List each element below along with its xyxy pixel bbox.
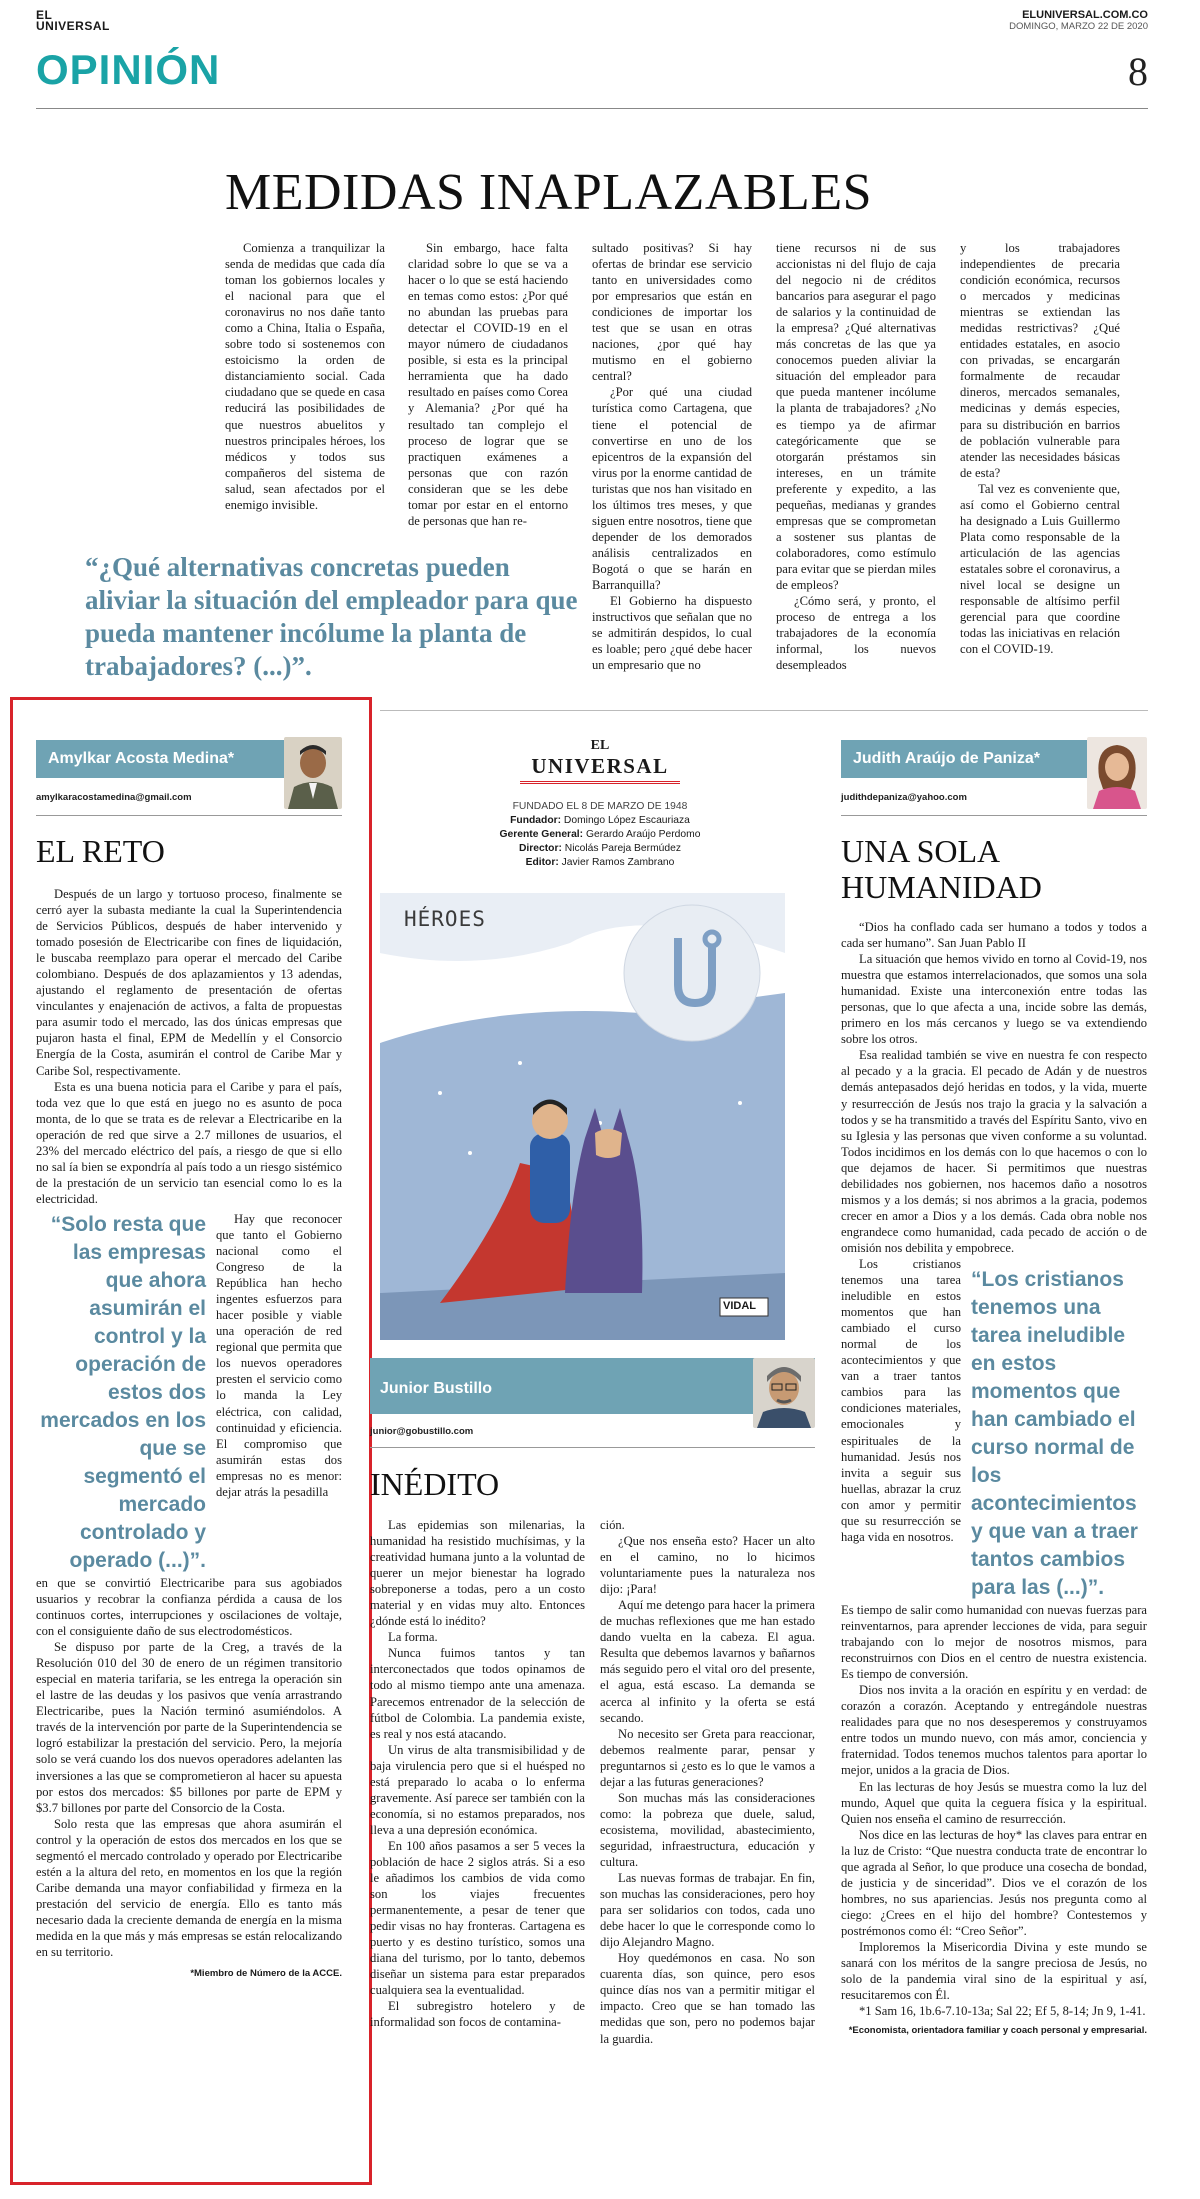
- paragraph: Comienza a tranquilizar la senda de medidas que cada día toman los gobiernos locales y el nacional para que el coronavirus no nos dañe tanto como a China, Italia o España, sobre todo si sostenemos con estoicismo la orden de distanciamiento social. Cada ciudadano que se quede en casa reducirá las posibilidades de que nuestros abuelitos y nuestros principales héroes, los médicos y todos sus compañeros del sistema de salud, sean afectados por el enemigo invisible.: [225, 241, 385, 512]
- column-title-line: HUMANIDAD: [841, 869, 1042, 905]
- paragraph: Esta es una buena noticia para el Caribe y para el país, toda vez que lo que está en juego no es asunto de poca monta, de lo que se trata es de relevar a Electricaribe en la operación de red que sirve a 2.7 millones de usuarios, el 23% del mercado eléctrico del país, a riesgo de que si ello no sal ía bien se expondría al país todo a un riesgo sistémico de la prestación de un servicio tan esencial como lo es la electricidad.: [36, 1079, 342, 1206]
- logo-text-bottom: UNIVERSAL: [520, 754, 680, 784]
- column-body-bottom: [841, 1602, 1147, 2003]
- paragraph: No necesito ser Greta para reaccionar, debemos realmente parar, pensar y preguntarnos si ¿esto es lo que le vamos a dejar a las futuras generaciones?: [600, 1726, 815, 1789]
- column-body-side: [216, 1211, 342, 1575]
- paragraph: ción.: [600, 1518, 625, 1532]
- editorial-column: [960, 240, 1120, 657]
- paragraph: Después de un largo y tortuoso proceso, finalmente se cerró ayer la subasta mediante la cual la Superintendencia de Servicios Públicos, después de haber intervenido y tomado posesión de Electricaribe con fines de liquidación, le buscaba reemplazo para operar el mercado del Caribe colombiano. Después de dos aplazamientos y 13 adendas, ajustando el reglamento de presentación de ofertas vinculantes y enajenación de activos, a falta de propuestas para asumir todo el mercado, las dos únicas empresas que pujaron hasta el final, EPM de Medellín y el Consorcio Energía de la Costa, asumirán el control de Caribe Mar y Caribe Sol, respectivamente.: [36, 887, 342, 1078]
- author-email[interactable]: amylkaracostamedina@gmail.com: [36, 792, 192, 803]
- newspaper-logo: [520, 738, 680, 784]
- editorial-column: [776, 240, 936, 673]
- paragraph: “Dios ha conflado cada ser humano a todos y todos a cada ser humano”. San Juan Pablo II: [841, 920, 1147, 951]
- paragraph: en que se convirtió Electricaribe para sus agobiados usuarios y recobrar la confianza pérdida a causa de los continuos cortes, interrupciones y oscilaciones de voltaje, con el consiguiente daño de sus electrodomésticos.: [36, 1575, 342, 1639]
- masthead-name: Nicolás Pareja Bermúdez: [564, 843, 681, 854]
- author-photo: [284, 737, 342, 809]
- page-number: 8: [1128, 49, 1148, 94]
- editorial-column: [592, 240, 752, 673]
- site-url[interactable]: ELUNIVERSAL.COM.CO: [1022, 9, 1148, 21]
- paragraph: En 100 años pasamos a ser 5 veces la población de hace 2 siglos atrás. Si a eso le añadimos los cambios de vida como son los viajes frecuentes permanentemente, a pesar de tener que pedir visas no hay fronteras. Cartagena es puerto y es destino turístico, somos una diana del turismo, por lo tanto, debemos diseñar un sistema para estar preparados cualquiera sea la eventualidad.: [370, 1838, 585, 1998]
- masthead-line: [460, 856, 740, 870]
- paragraph: Aquí me detengo para hacer la primera de muchas reflexiones que me han estado dando vuelta en la cabeza. El agua. Resulta que debemos lavarnos y bañarnos más seguido pero el vital oro del presente, el agua, está escaso. La demanda se acerca al infinito y la oferta se está secando.: [600, 1598, 815, 1725]
- paragraph: Sin embargo, hace falta claridad sobre lo que se va a hacer o lo que se está haciendo en temas como estos: ¿Por qué no abundan las pruebas para detectar el COVID-19 en el mayor número de ciudadanos posible, si esta es la principal herramienta que ha dado resultado en países como Corea y Alemania? ¿Por qué ha resultado tan complejo el proceso de lograr que se practiquen exámenes a personas que con razón consideran que se les debe tomar por estar en el entorno de personas que han re-: [408, 241, 568, 528]
- masthead-line: [460, 814, 740, 828]
- author-photo: [753, 1358, 815, 1428]
- editorial-pull-quote: “¿Qué alternativas concretas pueden aliviar la situación del empleador para que pueda mantener incólume la planta de trabajadores? (...)”.: [85, 552, 578, 681]
- column-pull-quote: “Solo resta que las empresas que ahora asumirán el control y la operación de estos dos mercados en los que se segmentó el mercado controlado y operado (...)”.: [40, 1212, 206, 1572]
- paragraph: ¿Cómo será, y pronto, el proceso de entrega a los trabajadores de la economía informal, los nuevos desempleados: [776, 594, 936, 673]
- column-body-1: [370, 1517, 585, 2047]
- column-body: [841, 919, 1147, 1256]
- masthead-role: Editor:: [525, 857, 559, 868]
- logo-text-top: EL: [590, 738, 610, 753]
- paragraph: Solo resta que las empresas que ahora asumirán el control y la operación de estos dos mercados en los que se segmentó el mercado controlado y operado por Electricaribe estén a la altura del reto, en momentos en los que la región Caribe demanda una mayor confiabilidad y firmeza en la prestación del servicio de energía. Ello es tanto más necesario dada la creciente demanda de energía en la misma medida en la que más y más empresas se están relocalizando en su territorio.: [36, 1816, 342, 1960]
- paragraph: Nunca fuimos tantos y tan interconectados que todos opinamos de todo al mismo tiempo ante una amenaza. Parecemos entrenador de la selección de fútbol de Colombia. La pandemia existe, es real y nos está atacando.: [370, 1646, 585, 1741]
- section-title: OPINIÓN: [36, 46, 221, 93]
- column-title: EL RETO: [36, 833, 165, 869]
- paragraph: Hoy quedémonos en casa. No son cuarenta días, son quince, pero esos quince días nos van a permitir mitigar el impacto. Creo que se han tomado las medidas que son, pero no podemos bajar la guardia.: [600, 1951, 815, 2046]
- paragraph: Es tiempo de salir como humanidad con nuevas fuerzas para reinventarnos, para aprender lecciones de vida, para seguir trabajando con lo mejor de nosotros mismos, para reconstruirnos con Dios en el centro de nuestra existencia. Es tiempo de conversión.: [841, 1602, 1147, 1682]
- column-title: INÉDITO: [370, 1466, 500, 1502]
- rule: [36, 815, 342, 816]
- masthead-line: [460, 828, 740, 842]
- column-footnote: *Economista, orientadora familiar y coach personal y empresarial.: [848, 2025, 1147, 2037]
- byline-bar: [370, 1358, 815, 1414]
- founded-line: FUNDADO EL 8 DE MARZO DE 1948: [512, 801, 688, 812]
- rule: [370, 1447, 815, 1448]
- rule: [841, 815, 1147, 816]
- column-title-line: UNA SOLA: [841, 833, 1001, 869]
- paragraph: tiene recursos ni de sus accionistas ni del flujo de caja del negocio ni de créditos bancarios para asegurar el pago de salarios y la continuidad de la empresa? ¿Qué alternativas más concretas de las que ya conocemos pueden aliviar la situación del empleador para que pueda mantener incólume la planta de trabajadores? ¿No es tiempo ya de afirmar categóricamente que se otorgarán préstamos sin intereses, en un trámite preferente y expedito, a las pequeñas, medianas y grandes empresas que se comprometan a sostener sus plantas de colaboradores, como estímulo para evitar que se pierdan miles de empleos?: [776, 241, 936, 592]
- column-body: [36, 886, 342, 1207]
- paragraph: Hay que reconocer que tanto el Gobierno nacional como el Congreso de la República han hecho ingentes esfuerzos para hacer posible y viable una operación de red regional que permita que los nuevos operadores presten el servicio como lo manda la Ley eléctrica, con calidad, continuidad y eficiencia. El compromiso que asumirán estas dos empresas no es menor: dejar atrás la pesadilla: [216, 1211, 342, 1499]
- paragraph: sultado positivas? Si hay ofertas de brindar ese servicio tanto en universidades como por empresarios que están en condiciones de importar los test que se usan en otras naciones, ¿por qué hay mutismo en el gobierno central?: [592, 241, 752, 384]
- paragraph: Esa realidad también se vive en nuestra fe con respecto al pecado y a la gracia. El pecado de Adán y de nuestros demás antepasados dejó heridas en todos, y la vida, muerte y resurrección de Jesús nos trajo la gracia y la salvación a todos y se ha transmitido a través del Espíritu Santo, vivo en su Iglesia y las personas que viven conforme a su voluntad. Todos incidimos en los demás con lo que hacemos o con lo que dejamos de hacer. Si permitimos que nuestras debilidades nos gobiernen, nos hacemos daño a nosotros mismos y a los demás; si nos abrimos a la gracia, podemos crecer en amor a Dios y a los demás. Cada obra noble nos engrandece como humanidad, cada pecado de acción o de omisión nos debilita y empobrece.: [841, 1048, 1147, 1255]
- column-pull-quote: “Los cristianos tenemos una tarea ineludible en estos momentos que han cambiado el curso normal de los acontecimientos y que van a traer tantos cambios para las (...)”.: [971, 1267, 1138, 1599]
- column-footnote: *Miembro de Número de la ACCE.: [190, 1968, 342, 1980]
- paragraph: ¿Por qué una ciudad turística como Cartagena, que tiene el potencial de convertirse en uno de los epicentros de la expansión del virus por la enorme cantidad de turistas que nos han visitado en los últimos tres meses, y que siguen entre nosotros, tiene que depender de los demorados análisis centralizados en Bogotá o que se harán en Barranquilla?: [592, 385, 752, 592]
- section-divider: [380, 710, 1148, 711]
- header-rule: [36, 108, 1148, 109]
- column-body-side: [841, 1256, 961, 1602]
- author-name: Judith Araújo de Paniza*: [853, 750, 1040, 767]
- column-mid: [370, 1358, 815, 2047]
- paragraph: ¿Que nos enseña esto? Hacer un alto en el camino, no lo hicimos voluntariamente pues la naturaleza nos dijo: ¡Para!: [600, 1534, 815, 1597]
- masthead-role: Gerente General:: [499, 829, 584, 840]
- column-body-bottom: [36, 1575, 342, 1960]
- cartoon-caption: HÉROES: [404, 907, 486, 931]
- author-email[interactable]: judithdepaniza@yahoo.com: [841, 792, 967, 803]
- paragraph: Nos dice en las lecturas de hoy* las claves para entrar en la luz de Cristo: “Que nuestra conducta trate de encontrar lo que agrada al Señor, lo que produce una cosecha de bondad, de justicia y de sinceridad”. Dios ve el corazón de los hombres, no sus apariencias. Jesús nos pregunta como al ciego: ¿Crees en el hijo del hombre? Contestemos y postrémonos como él: “Creo Señor”.: [841, 1827, 1147, 1938]
- header-site: [1009, 9, 1148, 32]
- editorial-column: [408, 240, 568, 529]
- masthead-role: Director:: [519, 843, 562, 854]
- column-left: [36, 740, 342, 1979]
- column-right: [841, 740, 1147, 2036]
- author-name: Amylkar Acosta Medina*: [48, 750, 235, 767]
- paragraph: El subregistro hotelero y de informalidad son focos de contamina-: [370, 1999, 585, 2030]
- editorial-column: [225, 240, 385, 513]
- paragraph: Dios nos invita a la oración en espíritu y en verdad: de corazón a corazón. Aceptando y entregándole nuestras realidades para que no nos desesperemos y construyamos entre todos un mundo nuevo, con más amor, conciencia y fraternidad. Todos tenemos muchos talentos para aportar lo mejor, unidos a la gracia de Dios.: [841, 1683, 1147, 1778]
- paragraph: Un virus de alta transmisibilidad y de baja virulencia pero que si el huésped no está preparado lo acaba o lo enferma gravemente. Así parece ser también con la economía, si no estamos preparados, nos lleva a una depresión económica.: [370, 1742, 585, 1837]
- paragraph: Tal vez es conveniente que, así como el Gobierno central ha designado a Luis Guillermo Plata como responsable de la articulación de las agencias estatales sobre el coronavirus, a nivel local se designe un responsable de altísimo perfil gerencial para que coordine todas las iniciativas en relación con el COVID-19.: [960, 481, 1120, 657]
- masthead-role: Fundador:: [510, 815, 562, 826]
- masthead-name: Javier Ramos Zambrano: [561, 857, 675, 868]
- paragraph: Son muchas más las consideraciones como: la pobreza que duele, salud, ecosistema, movilidad, abastecimiento, seguridad, infraestructura, educación y cultura.: [600, 1790, 815, 1869]
- masthead-credits: [460, 800, 740, 870]
- author-email[interactable]: junior@gobustillo.com: [370, 1426, 474, 1437]
- small-logo: EL UNIVERSAL: [36, 8, 110, 33]
- paragraph: En las lecturas de hoy Jesús se muestra como la luz del mundo, Aquel que quita la ceguera física y la espiritual. Quien nos enseña el camino de resurrección.: [841, 1779, 1147, 1826]
- column-body-2: [600, 1517, 815, 2047]
- paragraph: El Gobierno ha dispuesto instructivos que señalan que no se admitirán despidos, lo cual es loable; pero ¿qué debe hacer un empresario que no: [592, 594, 752, 673]
- column-title: [841, 833, 1147, 905]
- references: *1 Sam 16, 1b.6-7.10-13a; Sal 22; Ef 5, 8-14; Jn 9, 1-41.: [859, 2004, 1146, 2019]
- editorial-title: MEDIDAS INAPLAZABLES: [225, 164, 872, 221]
- paragraph: Las epidemias son milenarias, la humanidad ha resistido muchísimas, y la creatividad humana junto a la voluntad de querer un mejor bienestar ha logrado sobreponerse a todas, pero a un costo material y en vidas muy alto. Entonces ¿dónde está lo inédito?: [370, 1518, 585, 1629]
- masthead-name: Domingo López Escauriaza: [563, 815, 690, 826]
- paragraph: Los cristianos tenemos una tarea ineludible en estos momentos que han cambiado el curso normal de los acontecimientos y que van a traer tantos cambios para las condiciones materiales, emocionales y espirituales de la humanidad. Jesús nos invita a seguir sus huellas, abrazar la cruz con amor y permitir que su resurrección se haga vida en nosotros.: [841, 1256, 961, 1544]
- issue-date: DOMINGO, MARZO 22 DE 2020: [1009, 21, 1148, 32]
- author-photo: [1087, 737, 1147, 809]
- paragraph: Imploremos la Misericordia Divina y este mundo se sanará con los méritos de la sangre preciosa de Jesús, no solo de la pandemia viral sino de la espiritual y así, resucitaremos con Él.: [841, 1939, 1147, 2003]
- paragraph: La situación que hemos vivido en torno al Covid-19, nos muestra que estamos interrelacionados, que somos una sola humanidad. Existe una interconexión entre todas las personas, que lo que afecta a una, incide sobre las demás, primero en los más cercanos y luego se va extendiendo sobre los otros.: [841, 952, 1147, 1047]
- cartoon-signature: VIDAL: [723, 1300, 756, 1312]
- author-name: Junior Bustillo: [380, 1380, 492, 1397]
- editorial-cartoon: [380, 893, 785, 1340]
- masthead-line: [460, 842, 740, 856]
- paragraph: Se dispuso por parte de la Creg, a través de la Resolución 010 del 30 de enero de un régimen transitorio especial en materia tarifaria, se les entrega la operación sin el lastre de las deudas y los pasivos que venía arrastrando Electricaribe, pues la Nación terminó asumiéndolos. A través de la intervención por parte de la Superintendencia se logró estabilizar la prestación del servicio. Pero, la mejoría solo se verá cuando los dos nuevos operadores adelanten las inversiones a las que se comprometieron al hacer su apuesta por estos dos mercados: $5 billones por parte de EPM y $3.7 billones por parte del Consorcio de la Costa.: [36, 1640, 342, 1815]
- masthead-name: Gerardo Araújo Perdomo: [585, 829, 701, 840]
- paragraph: y los trabajadores independientes de precaria condición económica, recursos o mercados y medicinas mientras se extiendan las medidas restrictivas? ¿Qué entidades estatales, en asocio con privadas, se encargarán formalmente de recaudar dineros, mercados semanales, medicinas y demás especies, para su distribución en barrios de población vulnerable para atender las necesidades básicas de esta?: [960, 241, 1120, 480]
- paragraph: La forma.: [388, 1630, 438, 1645]
- paragraph: Las nuevas formas de trabajar. En fin, son muchas las consideraciones, pero hoy para ser solidarios con todos, cada uno debe hacer lo que le corresponde como lo dijo Alejandro Magno.: [600, 1871, 815, 1950]
